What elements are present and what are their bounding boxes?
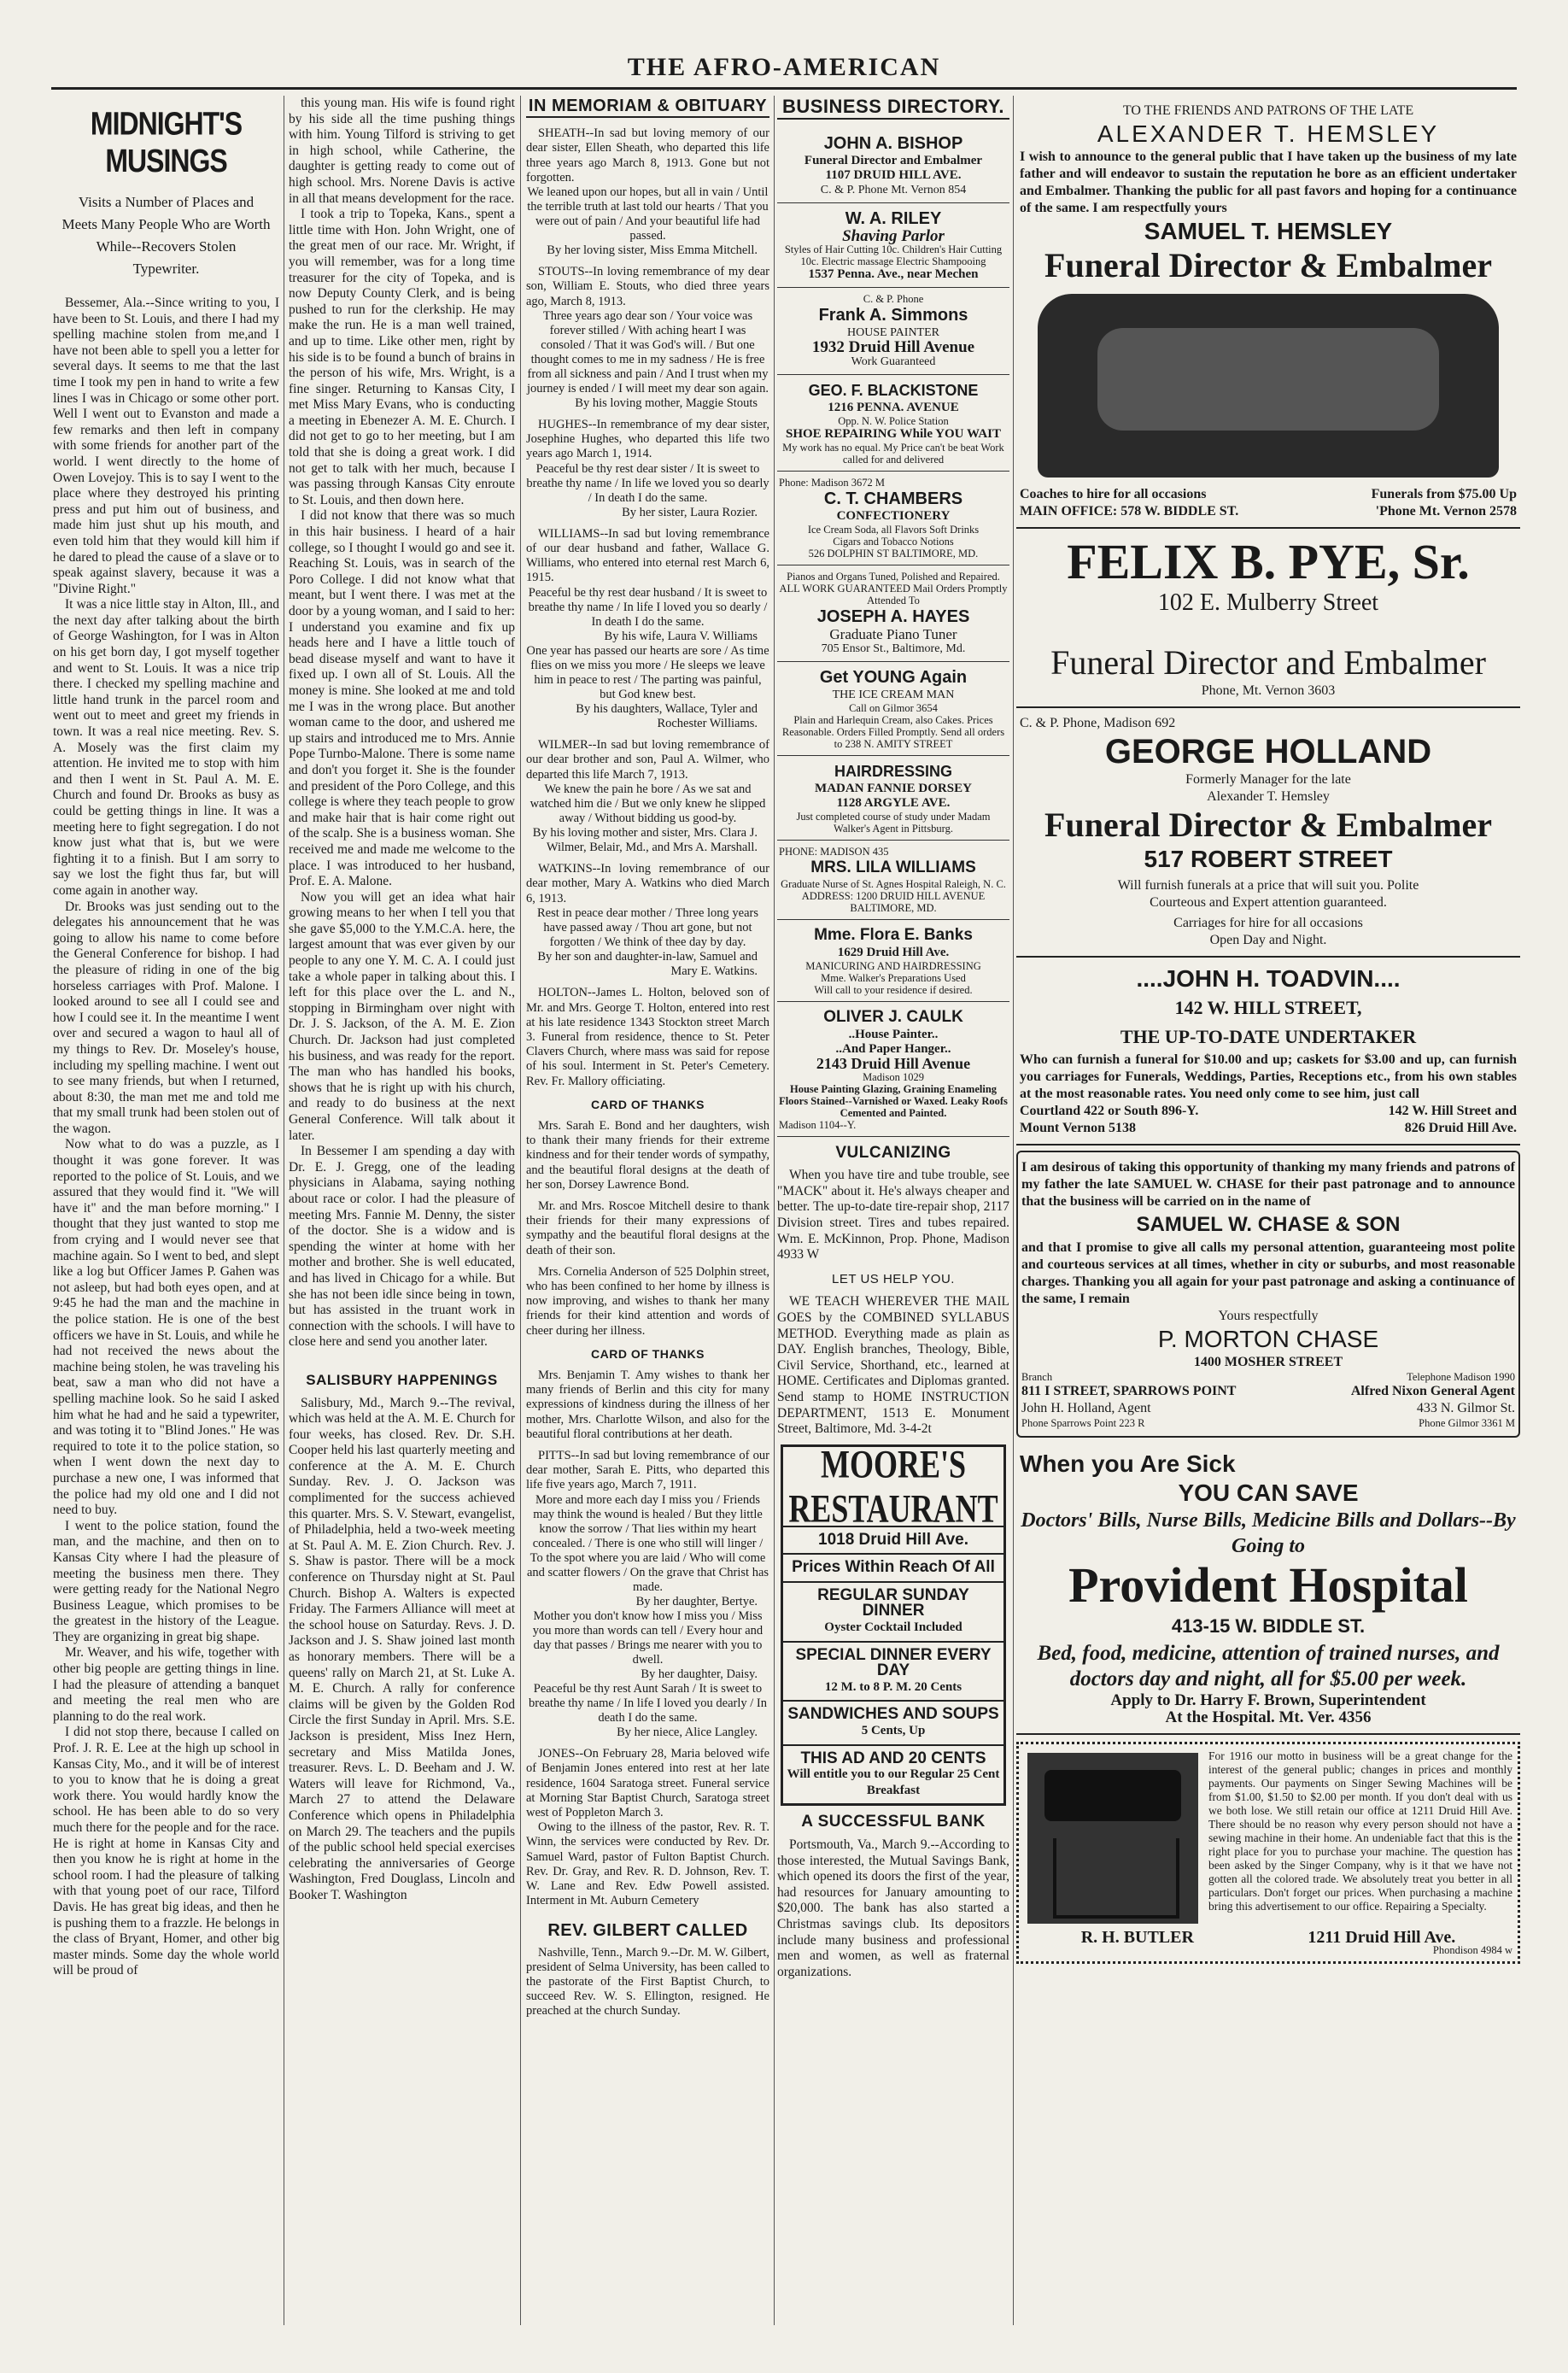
headline-let-us-help-you: LET US HELP YOU. <box>832 1271 955 1286</box>
ad-line: Coaches to hire for all occasions <box>1020 487 1207 501</box>
obituary-entry: STOUTS--In loving remembrance of my dear son, William E. Stouts, who died three years ago, March 8, 1913. <box>526 265 769 308</box>
column-rule <box>774 96 775 2325</box>
article-paragraph: It was a nice little stay in Alton, Ill., and the next day after talking about the birth of George Washington, for I was in Alton on his get born day, I got myself together and went to St. Louis. It was a nice trip there. I checked my spelling machine and little hand trunk in the parcel room and went out to meet and greet my friends in town. It was a real nice meeting. Rev. S. A. Mosely was the first claim my attention. He invited me to stop with him and then I went in St. Paul A. M. E. Church and found Dr. Brooks as busy as could be getting things in line. It was a meeting here to fight segregation. I do not know just what that is, but we were fighting it to a finish. But I am sorry to say we lost the fight thus far, but will come again in another way. <box>53 597 279 898</box>
ad-line: 102 E. Mulberry Street <box>1157 589 1379 616</box>
article-paragraph: Dr. Brooks was just sending out to the delegates his announcement that he was going to allow his name to come before the General Conference for bishop. I had the pleasure of riding in one of the big horseless carriages with Prof. Malone. I looked around to see all I could see and how I could see it. In the meantime I went over and secured a wagon to haul all of my things to Rev. Dr. Moseley's house, including my spelling machine. I went out to see many friends, but when I returned, about 8:30, the man met me and told me that my small trunk had been stolen out of the wagon. <box>53 899 279 1136</box>
headline-vulcanizing: VULCANIZING <box>835 1143 951 1162</box>
obituary-entry: HUGHES--In remembrance of my dear sister, Josephine Hughes, who departed this life two years ago March 1, 1914. <box>526 418 769 461</box>
listing-line: Madison 1029 <box>863 1070 924 1083</box>
listing-line: Cigars and Tobacco Notions <box>833 535 954 548</box>
listing-line: MADAN FANNIE DORSEY <box>815 781 972 795</box>
headline-successful-bank: A SUCCESSFUL BANK <box>801 1813 986 1831</box>
obituary-entry: WILMER--In sad but loving remembrance of our dear brother and son, Paul A. Wilmer, who departed this life March 7, 1913. <box>526 738 769 782</box>
restaurant-line: Prices Within Reach Of All <box>783 1553 1003 1581</box>
masthead <box>0 53 1568 87</box>
listing-line: PHONE: MADISON 435 <box>779 845 889 858</box>
listing-line: 1216 PENNA. AVENUE <box>828 400 959 414</box>
directory-listing <box>777 1002 1009 1137</box>
listing-line: Mme. Walker's Preparations Used <box>821 971 966 984</box>
obituary-signature: By his wife, Laura V. Williams <box>604 629 758 643</box>
listing-line: 1537 Penna. Ave., near Mechen <box>808 267 979 281</box>
ad-line: SAMUEL W. CHASE & SON <box>1136 1213 1401 1236</box>
ad-line: Funeral Director & Embalmer <box>1044 246 1492 284</box>
listing-name: Frank A. Simmons <box>818 305 968 325</box>
thanks-entry: Mrs. Sarah E. Bond and her daughters, wish to thank their many friends for their extreme kindness and for their tender words of sympathy, and the beautiful floral designs at the death of her son, Dorsey Lawrence Bond. <box>526 1118 769 1192</box>
listing-line: CONFECTIONERY <box>836 508 951 523</box>
ad-line: Courtland 422 or South 896-Y. <box>1020 1104 1199 1118</box>
listing-line: 705 Ensor St., Baltimore, Md. <box>821 642 966 655</box>
machine-stand-illustration <box>1053 1838 1179 1919</box>
obituary-verse: One year has passed our hearts are sore / As time flies on we miss you more / He sleeps we leave him in peace to rest / The parting was painful, but God knew best. <box>526 643 769 701</box>
ad-line: 826 Druid Hill Ave. <box>1404 1121 1517 1135</box>
article-paragraph: Now you will get an idea what hair growing means to her when I tell you that she gave $5,000 to the Y.M.C.A. here, the largest amount that was ever given by our people to any one Y. M. C. A. I could just take a whole paper in talking about this. I left for this place over the L. and N., stopping in Birmingham over night with Dr. J. S. Jackson, of the A. M. E. Zion Church. Dr. Jackson had just completed his business, and was ready for the report. The man who has handled his books, shows that he is right up with his church, and ready to do business at the next General Conference. Will talk about it later. <box>289 889 515 1143</box>
george-holland-ad <box>1016 708 1520 958</box>
sewing-machine-illustration <box>1027 1753 1198 1924</box>
headline-in-memoriam: IN MEMORIAM & OBITUARY <box>526 99 769 118</box>
listing-line: 1107 DRUID HILL AVE. <box>825 167 962 182</box>
listing-name: Mme. Flora E. Banks <box>814 925 973 944</box>
listing-line: 1932 Druid Hill Avenue <box>811 337 975 356</box>
ad-line: 'Phone Mt. Vernon 2578 <box>1375 504 1517 519</box>
article-paragraph: In Bessemer I am spending a day with Dr. E. J. Gregg, one of the leading physicians in Alabama, saying nothing about race or color. I had the pleasure of meeting Mrs. Fannie M. Denny, the sister of the doctor. She is a widow and is spending the winter at home with her mother and brother. She is well educated, and has lived in Chicago for a while. But she has not been idle since being in town, but has assisted in the truant work in connection with the schools. I will have to close here and send you another later. <box>289 1144 515 1350</box>
directory-listing <box>777 756 1009 841</box>
listing-line: My work has no equal. My Price can't be beat Work called for and delivered <box>782 441 1004 466</box>
offer-detail: 12 M. to 8 P. M. 20 Cents <box>824 1679 962 1694</box>
restaurant-name: MOORE'S RESTAURANT <box>788 1441 998 1531</box>
article-paragraph: this young man. His wife is found right by his side all the time pushing things with him. Young Tilford is striving to get in high school, while Catherine, the daughter is getting ready to come out of high school. Mrs. Norene Davis is active in all that means development for the race. <box>289 96 515 206</box>
headline-card-of-thanks: CARD OF THANKS <box>591 1346 705 1361</box>
directory-listing <box>777 920 1009 1002</box>
article-paragraph: Salisbury, Md., March 9.--The revival, which was held at the A. M. E. Church for four weeks, has closed. Rev. Dr. S.H. Cooper held his last quarterly meeting and conference at the A. M. E. Church Sunday. Rev. J. O. Jackson was complimented for the success achieved this quarter. Mrs. S. V. Stewart, evangelist, of Philadelphia, held a two-week meeting at St. Paul A. M. E. Zion Church. Rev. J. S. Shaw is pastor. There will be a mock conference on Thursday night at St. Paul Church. Bishop A. Walters is expected Friday. The Farmers Alliance will meet at the school house on Saturday. Revs. J. D. Jackson and J. S. Shaw joined last month as honorary members. There will be a queens' rally on March 21, at St. Luke A. M. E. Church. A rally for conference claims will be given by the Golden Rod Circle the first Sunday in April. Mrs. S.E. Jackson is president, Miss Inez Hern, secretary and Miss Matilda Jones, treasurer. Revs. L. D. Beeham and J. W. Waters will leave for Richmond, Va., March 27 to attend the Delaware Conference which opens in Philadelphia on March 29. The teachers and the pupils of the public school held special exercises celebrating the anniversaries of George Washington, Fred Douglass, Lincoln and Booker T. Washington <box>289 1395 515 1902</box>
obituary-entry: WATKINS--In loving remembrance of our dear mother, Mary A. Watkins who died March 6, 1913. <box>526 862 769 905</box>
ad-line: Phone Sparrows Point 223 R <box>1021 1417 1145 1429</box>
ad-line: 517 ROBERT STREET <box>1144 846 1393 872</box>
ad-line: 413-15 W. BIDDLE ST. <box>1171 1615 1366 1637</box>
ad-line: Provident Hospital <box>1068 1557 1468 1613</box>
directory-listing <box>777 472 1009 565</box>
masthead-rule <box>51 87 1517 90</box>
masthead-title: THE AFRO-AMERICAN <box>627 53 941 81</box>
headline-salisbury-happenings: SALISBURY HAPPENINGS <box>306 1371 498 1388</box>
listing-name: HAIRDRESSING <box>834 762 952 780</box>
obituary-signature: By her daughter, Bertye. <box>635 1594 758 1608</box>
column-3 <box>526 96 769 2317</box>
listing-line: MANICURING AND HAIRDRESSING <box>805 959 981 972</box>
listing-line: Will call to your residence if desired. <box>814 983 973 996</box>
thanks-entry: Mr. and Mrs. Roscoe Mitchell desire to thank their friends for their many expressions of sympathy and the beautiful floral designs at the death of their son. <box>526 1198 769 1257</box>
listing-line: Graduate Piano Tuner <box>829 625 957 642</box>
article-paragraph: Bessemer, Ala.--Since writing to you, I have been to St. Louis, and there I had my spelling machine stolen from me,and I have not been able to spell you a letter for several days. It seems to me that the last time I took my pen in hand to write a few lines I was in Chicago or some other port. Well I went out to Evanston and made a few remarks and then left in company with some friends for another part of the world. I went directly to the home of Owen Lovejoy. This is to say I went to the place where they destroyed his printing press and put him out of business, and made him just shut up his mouth, and even told him that they would kill him if he dared to plead the cause of a slave or to speak against slavery, because it was a "Divine Right." <box>53 296 279 596</box>
ad-footer-row <box>1021 1371 1515 1383</box>
listing-name: Get YOUNG Again <box>819 667 968 687</box>
article-paragraph: I did not stop there, because I called on Prof. J. R. E. Lee at the high up school in Kansas City, Mo., and it will be of interest to you to know that he is doing a great work there. You would hardly know the school. He has been able to do so very much there for the people and for the race. He is right at home in Kansas City and then you know he is right at home in the school room. I had the pleasure of talking with that young poet of our race, Tilford Davis. He has great big ideas, and then he is pushing them to a frazzle. He belongs in the class of Bryant, Homer, and other big master minds. Some day the whole world will be proud of <box>53 1725 279 1978</box>
obituary-verse: Peaceful be thy rest dear husband / It is sweet to breathe thy name / In life I loved you so dearly / In death I do the same. <box>528 585 768 629</box>
ad-footer-row <box>1020 486 1517 503</box>
offer-title: THIS AD AND 20 CENTS <box>800 1749 986 1767</box>
directory-listing <box>777 375 1009 472</box>
ad-line: Bed, food, medicine, attention of trained nurses, and doctors day and night, all for $5.00 per week. <box>1037 1642 1500 1690</box>
ad-line: Alfred Nixon General Agent <box>1350 1384 1515 1398</box>
ad-line: Phone Gilmor 3361 M <box>1419 1417 1515 1429</box>
listing-line: Graduate Nurse of St. Agnes Hospital Raleigh, N. C. <box>781 877 1006 890</box>
ad-line: Funeral Director and Embalmer <box>1050 643 1486 682</box>
obituary-signature: By his daughters, Wallace, Tyler and Rochester Williams. <box>576 701 758 731</box>
listing-name: GEO. F. BLACKISTONE <box>808 381 979 399</box>
ad-line: 142 W. HILL STREET, <box>1174 997 1362 1018</box>
listing-line: Opp. N. W. Police Station <box>838 414 949 427</box>
machine-head-illustration <box>1044 1770 1181 1821</box>
ad-footer-row <box>1021 1417 1515 1429</box>
restaurant-offer <box>783 1641 1003 1701</box>
obituary-signature: By her loving sister, Miss Emma Mitchell. <box>547 243 758 258</box>
offer-title: REGULAR SUNDAY DINNER <box>817 1585 969 1620</box>
offer-detail: Oyster Cocktail Included <box>824 1620 962 1635</box>
ad-line: Who can furnish a funeral for $10.00 and up; caskets for $3.00 and up, can furnish you carriages for Funerals, Weddings, Parties, Receptions etc., from his own stables at the most reasonable rates. You need only come to see him, just call <box>1020 1052 1517 1101</box>
ad-line: At the Hospital. Mt. Ver. 4356 <box>1165 1708 1372 1726</box>
ad-line: Mount Vernon 5138 <box>1020 1121 1137 1135</box>
hearse-coach-illustration <box>1038 294 1499 478</box>
ad-line: Funerals from $75.00 Up <box>1371 487 1517 501</box>
obituary-verse: More and more each day I miss you / Friends may think the wound is healed / But they little know the sorrow / That lies within my heart concealed. / There is one who still will linger / To the spot where you are laid / Who will come and scatter flowers / On the grave that Christ has made. <box>526 1492 769 1594</box>
ad-line: FELIX B. PYE, Sr. <box>1067 534 1470 589</box>
ad-line: Branch <box>1021 1371 1053 1383</box>
restaurant-offer <box>783 1700 1003 1743</box>
felix-pye-ad <box>1016 529 1520 708</box>
listing-line: House Painting Glazing, Graining Enameling Floors Stained--Varnished or Waxed. Leaky Roofs Cemented and Painted. <box>779 1082 1008 1119</box>
listing-line: 1629 Druid Hill Ave. <box>837 945 950 959</box>
listing-name: MRS. LILA WILLIAMS <box>810 858 976 876</box>
listing-line: SHOE REPAIRING While YOU WAIT <box>786 426 1001 441</box>
listing-name: JOHN A. BISHOP <box>823 133 963 153</box>
ad-line: R. H. BUTLER <box>1080 1928 1194 1947</box>
headline-business-directory: BUSINESS DIRECTORY. <box>777 99 1009 120</box>
ad-line: Carriages for hire for all occasions <box>1173 916 1363 930</box>
column-rule <box>1013 96 1014 2325</box>
butler-sewing-machine-ad <box>1016 1742 1520 1964</box>
listing-line: 526 DOLPHIN ST BALTIMORE, MD. <box>808 547 979 560</box>
obituary-entry: Owing to the illness of the pastor, Rev. R. T. Winn, the services were conducted by Rev. Dr. Samuel Ward, pastor of Fulton Baptist Church. Rev. Dr. Gray, and Rev. R. D. Johnson, Rev. T. W. Lane and Rev. Edw Powell assisted. Interment in Mt. Auburn Cemetery <box>526 1820 769 1908</box>
offer-title: SANDWICHES AND SOUPS <box>787 1705 999 1724</box>
article-paragraph: Nashville, Tenn., March 9.--Dr. M. W. Gilbert, president of Selma University, has been called to the pastorate of the First Baptist Church, to succeed Rev. W. S. Ellington, resigned. He preached at the church Sunday. <box>526 1945 769 2019</box>
listing-line: ..And Paper Hanger.. <box>835 1041 951 1056</box>
article-paragraph: Portsmouth, Va., March 9.--According to those interested, the Mutual Savings Bank, which opened its doors the first of the year, had resources for January amounting to $20,000. The bank has also started a Christmas savings club. Its depositors include many business and professional men and women, as well as fraternal organizations. <box>777 1837 1009 1979</box>
ad-line: John H. Holland, Agent <box>1021 1401 1151 1415</box>
column-1 <box>53 96 279 2317</box>
ad-line: THE UP-TO-DATE UNDERTAKER <box>1120 1026 1417 1047</box>
column-5-display-ads <box>1016 96 1520 2325</box>
ad-line: 1400 MOSHER STREET <box>1193 1355 1343 1369</box>
obituary-entry: HOLTON--James L. Holton, beloved son of Mr. and Mrs. George T. Holton, entered into rest at his late residence 1343 Stockton street March 3. Funeral from residence, thence to St. Peter Clavers Church, where mass was said for repose of his soul. Interment in St. Peter's Cemetery. Rev. Fr. Mallory officiating. <box>526 986 769 1088</box>
ad-line: Open Day and Night. <box>1209 933 1327 947</box>
restaurant-address: 1018 Druid Hill Ave. <box>783 1526 1003 1554</box>
article-paragraph: Mr. Weaver, and his wife, together with other big people are getting things in line. I had the pleasure of attending a banquet and meeting the real men who are planning to do the real work. <box>53 1645 279 1724</box>
obituary-entry: JONES--On February 28, Maria beloved wife of Benjamin Jones entered into rest at her late residence, 1604 Saratoga street. Funeral service at Morning Star Baptist Church, Saratoga street west of Poppleton March 3. <box>526 1747 769 1820</box>
headline-card-of-thanks: CARD OF THANKS <box>591 1097 705 1111</box>
listing-line: Pianos and Organs Tuned, Polished and Repaired. ALL WORK GUARANTEED Mail Orders Promptly Attended To <box>779 570 1008 606</box>
chase-ad <box>1016 1151 1520 1438</box>
listing-name: JOSEPH A. HAYES <box>816 606 970 626</box>
obituary-entry: WILLIAMS--In sad but loving remembrance of our dear husband and father, Wallace G. Williams, who entered into eternal rest March 6, 1915. <box>526 526 769 585</box>
column-2 <box>289 96 515 2317</box>
ad-line: When you Are Sick <box>1020 1450 1236 1477</box>
ad-line: and that I promise to give all calls my personal attention, guaranteeing most polite and courteous services at all times, whether in city or suburbs, and most reasonable charges. Thanking you all again for your past patronage and asking a continuance of the same, I remain <box>1021 1240 1515 1306</box>
directory-listing <box>777 128 1009 203</box>
listing-line: 1128 ARGYLE AVE. <box>836 795 951 810</box>
ad-footer-row <box>1021 1383 1515 1400</box>
obituary-entry: PITTS--In sad but loving remembrance of our dear mother, Sarah E. Pitts, who departed this life five years ago, March 7, 1911. <box>526 1448 769 1492</box>
directory-listing <box>777 662 1009 756</box>
ad-footer-row <box>1020 503 1517 520</box>
ad-line: 433 N. Gilmor St. <box>1416 1401 1515 1415</box>
moores-restaurant-ad <box>781 1441 1006 1807</box>
provident-hospital-ad <box>1016 1443 1520 1735</box>
listing-line: Styles of Hair Cutting 10c. Children's Hair Cutting 10c. Electric massage Electric Shampooing <box>784 243 1003 267</box>
listing-line: Call on Gilmor 3654 <box>849 701 938 714</box>
thanks-entry: Mrs. Cornelia Anderson of 525 Dolphin street, who has been confined to her home by illness is now improving, and wishes to thank her many friends for their kind attention and words of cheer during her illness. <box>526 1264 769 1338</box>
ad-line: I wish to announce to the general public that I have taken up the business of my late father and will endeavor to sustain the reputation he bore as an efficient undertaker and Embalmer. Thanking the public for all past favors and hoping for a continuance of the same. I am respectfully yours <box>1020 149 1517 215</box>
ad-line: Apply to Dr. Harry F. Brown, Superintendent <box>1110 1691 1426 1709</box>
obituary-signature: By his loving mother, Maggie Stouts <box>575 396 758 410</box>
restaurant-offer <box>783 1581 1003 1641</box>
restaurant-offer <box>783 1744 1003 1804</box>
obituary-verse: Peaceful be thy rest Aunt Sarah / It is sweet to breathe thy name / In life I loved you dearly / In death I do the same. <box>528 1682 768 1725</box>
ad-line: Doctors' Bills, Nurse Bills, Medicine Bills and Dollars--By Going to <box>1021 1509 1516 1557</box>
ad-line: 811 I STREET, SPARROWS POINT <box>1021 1384 1237 1398</box>
obituary-verse: Rest in peace dear mother / Three long years have passed away / Thou art gone, but not forgotten / We think of thee day by day. <box>536 905 759 949</box>
ad-line: Formerly Manager for the late <box>1185 772 1351 787</box>
ad-footer-row <box>1020 1103 1517 1120</box>
ad-paragraph: When you have tire and tube trouble, see "MACK" about it. He's always cheaper and better. The up-to-date tire-repair shop, 2117 Division street. Tires and tubes repaired. Wm. E. McKinnon, Prop. Phone, Madison 4933 W <box>777 1168 1009 1263</box>
headline-deck: Visits a Number of Places and Meets Many People Who are Worth While--Recovers Stolen Typewriter. <box>61 194 271 277</box>
ad-footer-row <box>1020 1120 1517 1137</box>
obituary-verse: We knew the pain he bore / As we sat and watched him die / But we only knew he slipped away / Without bidding us good-by. <box>529 782 766 825</box>
offer-title: SPECIAL DINNER EVERY DAY <box>795 1645 992 1680</box>
ad-line: MAIN OFFICE: 578 W. BIDDLE ST. <box>1020 504 1239 519</box>
headline-rev-gilbert-called: REV. GILBERT CALLED <box>547 1921 748 1941</box>
listing-line: C. & P. Phone Mt. Vernon 854 <box>820 183 967 196</box>
offer-detail: 5 Cents, Up <box>861 1724 926 1738</box>
ad-line: Phondison 4984 w <box>1432 1944 1512 1956</box>
listing-line: Plain and Harlequin Cream, also Cakes. Prices Reasonable. Orders Filled Promptly. Send all orders to 238 N. AMITY STREET <box>781 713 1005 750</box>
ad-paragraph: WE TEACH WHEREVER THE MAIL GOES by the COMBINED SYLLABUS METHOD. Everything made as plain as DAY. English branches, Theology, Bible, Civil Service, Shorthand, etc., learned at HOME. Certificates and Diplomas granted. Send stamp to HOME INSTRUCTION DEPARTMENT, 1513 E. Monument Street, Baltimore, Md. 3-4-2t <box>777 1294 1009 1437</box>
ad-footer-row <box>1021 1400 1515 1417</box>
obituary-signature: By her sister, Laura Rozier. <box>622 505 758 519</box>
obituary-signature: By her son and daughter-in-law, Samuel and Mary E. Watkins. <box>537 949 758 979</box>
ad-line: GEORGE HOLLAND <box>1104 733 1432 770</box>
ad-line: 142 W. Hill Street and <box>1388 1104 1517 1118</box>
listing-name: C. T. CHAMBERS <box>823 489 963 508</box>
ad-footer-row <box>1024 1928 1512 1947</box>
listing-line: Ice Cream Soda, all Flavors Soft Drinks <box>807 523 980 536</box>
listing-line: Shaving Parlor <box>842 226 945 245</box>
ad-line: C. & P. Phone, Madison 692 <box>1020 716 1176 730</box>
obituary-verse: Mother you don't know how I miss you / Miss you more than words can tell / Every hour and day that passes / Brings me nearer with you to dwell. <box>532 1608 764 1667</box>
obituary-signature: By her daughter, Daisy. <box>641 1667 758 1681</box>
listing-line: Madison 1104--Y. <box>779 1118 857 1131</box>
listing-line: ADDRESS: 1200 DRUID HILL AVENUE BALTIMORE, MD. <box>801 889 986 914</box>
listing-line: 2143 Druid Hill Avenue <box>816 1054 971 1072</box>
ad-line: YOU CAN SAVE <box>1178 1479 1359 1506</box>
thanks-entry: Mrs. Benjamin T. Amy wishes to thank her many friends of Berlin and this city for many expressions of kindness during the illness of her mother, Mrs. Charlotte Wilson, and also for the beautiful floral contributions at her death. <box>526 1368 769 1441</box>
ad-line: P. MORTON CHASE <box>1157 1326 1379 1352</box>
article-paragraph: Now what to do was a puzzle, as I thought it was gone forever. It was reported to the police of St. Louis, and we assured that they would find it. "We will have it" and the man before morning." I thought that they just wanted to stop me from crying and I would never see that machine again. So I went to bed, and slept like a log but Officer James P. Gahen was not asleep, but had both eyes open, and at 9:45 he had the man and the machine in the police station. He is one of the best officers we have in St. Louis, and while he had not received the news about the machine being stolen, he was traveling his beat, saw a man who did not have a spelling machine look. So he said I asked him what he had and he said a typewriter, and was toting it to "Blind Jones." He was required to tote it to the police station, so when I went down the next day to purchase a new one, I was informed that the police had my old one and I did not need to buy. <box>53 1137 279 1518</box>
listing-line: Phone: Madison 3672 M <box>779 476 885 489</box>
directory-listing <box>777 841 1009 920</box>
ad-line: SAMUEL T. HEMSLEY <box>1144 218 1393 244</box>
ad-line: 1211 Druid Hill Ave. <box>1308 1928 1456 1947</box>
ad-line: TO THE FRIENDS AND PATRONS OF THE LATE <box>1122 103 1414 118</box>
obituary-entry: SHEATH--In sad but loving memory of our dear sister, Ellen Sheath, who departed this life three years ago March 8, 1913. Gone but not forgotten. <box>526 126 769 185</box>
article-paragraph: I took a trip to Topeka, Kans., spent a little time with Hon. John Wright, one of the great men of our race. Mr. Wright, if you will remember, was for a long time treasurer for the city of Topeka, and is now Deputy County Clerk, and is being pushed to run for the clerkship. He may make the run. He is a man well trained, and up to time. Like other men, right by his side is to be found a bunch of brains in the person of his wife, Mrs. Wright, is a fine singer. Returning to Kansas City, I met Miss Mary Evans, who is conducting a meeting in Ebenezer A. M. E. Church. I did not get to go to her meeting, but I am told that she is doing a great work. I did not get to talk with her much, because I was passing through Kansas City enroute to St. Louis, and then down here. <box>289 207 515 507</box>
coach-seat-illustration <box>1097 328 1439 431</box>
listing-line: C. & P. Phone <box>863 292 924 305</box>
ad-paragraph: For 1916 our motto in business will be a great change for the interest of the general public; changes in prices and monthly payments. Our payments on Singer Sewing Machines will be from $1.00, $1.50 to $2.00 per month. If you don't deal with us we both lose. We still retain our office at 1211 Druid Hill Ave. There should be no reason why every person should not have a sewing machine in their home. An undeniable fact that this is the right place for you to purchase your machine. The question has been asked by the Singer Company, why is it that we have not gotten all the colored trade. We absolutely treat you better in all particulars. Don't forget our prices. When purchasing a machine bring this advertisement to our office. Repairing a Specialty. <box>1208 1749 1512 1913</box>
listing-line: ..House Painter.. <box>848 1027 939 1041</box>
listing-line: Just completed course of study under Madam Walker's Agent in Pittsburg. <box>796 810 991 835</box>
ad-line: Telephone Madison 1990 <box>1407 1371 1515 1383</box>
directory-listing <box>777 288 1009 375</box>
obituary-verse: We leaned upon our hopes, but all in vain / Until the terrible truth at last told our hearts / That you were out of pain / And your beautiful life had passed. <box>527 185 769 243</box>
obituary-signature: By her niece, Alice Langley. <box>617 1726 758 1739</box>
listing-name: OLIVER J. CAULK <box>823 1007 963 1026</box>
directory-listing <box>777 565 1009 662</box>
listing-name: W. A. RILEY <box>845 208 942 228</box>
offer-detail: Will entitle you to our Regular 25 Cent Breakfast <box>787 1767 1000 1797</box>
directory-listing <box>777 203 1009 288</box>
listing-line: Funeral Director and Embalmer <box>804 153 983 167</box>
ad-line: Alexander T. Hemsley <box>1207 789 1330 804</box>
ad-line: I am desirous of taking this opportunity of thanking my many friends and patrons of my father the late SAMUEL W. CHASE for their past patronage and to announce that the business will be carried on in the name of <box>1021 1160 1515 1209</box>
ad-line: Funeral Director & Embalmer <box>1044 806 1492 844</box>
column-rule <box>520 96 521 2325</box>
ad-line: Phone, Mt. Vernon 3603 <box>1201 683 1336 698</box>
ad-line: Yours respectfully <box>1218 1309 1319 1323</box>
ad-line: ALEXANDER T. HEMSLEY <box>1097 120 1440 147</box>
ad-line: Will furnish funerals at a price that will suit you. Polite Courteous and Expert attention guaranteed. <box>1117 878 1419 910</box>
listing-line: HOUSE PAINTER <box>847 325 939 339</box>
toadvin-ad <box>1016 958 1520 1145</box>
listing-line: Work Guaranteed <box>851 354 936 368</box>
article-paragraph: I did not know that there was so much in this hair business. I heard of a hair college, so I thought I would go and see it. Reaching St. Louis, was in search of the Poro College. I did not know what that meant, but I went there. I was met at the door by a young woman, and I said to her: I understand you examine and fix up heads here and I have a little touch of bead disease myself and want to have it fixed up. I own all of St. Louis. All the money is mine. She looked at me and told me I was in the wrong place. But another woman came to the door, and ushered me up stairs and introduced me to Mrs. Annie Pope Turnbo-Malone. There is some name and don't you forget it. She is the founder and president of the Poro College, and this college is where they teach people to grow and make hair that is hair come right out of the scalp. She is a business woman. She received me and made me welcome to the place. I was introduced to her husband, Prof. E. A. Malone. <box>289 508 515 889</box>
obituary-verse: Three years ago dear son / Your voice was forever stilled / With aching heart I was consoled / That it was God's will. / But one thought comes to me in my sadness / He is free from all sickness and pain / And I trust when my journey is ended / I will meet my dear son again. <box>526 308 769 396</box>
ad-line: ....JOHN H. TOADVIN.... <box>1136 965 1401 992</box>
listing-line: THE ICE CREAM MAN <box>832 688 955 701</box>
obituary-signature: By his loving mother and sister, Mrs. Clara J. Wilmer, Belair, Md., and Mrs A. Marshall. <box>532 825 758 855</box>
obituary-verse: Peaceful be thy rest dear sister / It is sweet to breathe thy name / In life we loved you so dearly / In death I do the same. <box>526 461 769 505</box>
article-paragraph: I went to the police station, found the man, and the machine, and then on to Kansas City where I had the pleasure of meeting the business men there. They were getting ready for the National Negro Business League, which promises to be the greatest in the history of the League. They are organizing in great big shape. <box>53 1518 279 1644</box>
hemsley-ad <box>1016 96 1520 529</box>
column-4-business-directory <box>777 96 1009 2317</box>
headline-midnights-musings: MIDNIGHT'S MUSINGS <box>90 104 243 179</box>
